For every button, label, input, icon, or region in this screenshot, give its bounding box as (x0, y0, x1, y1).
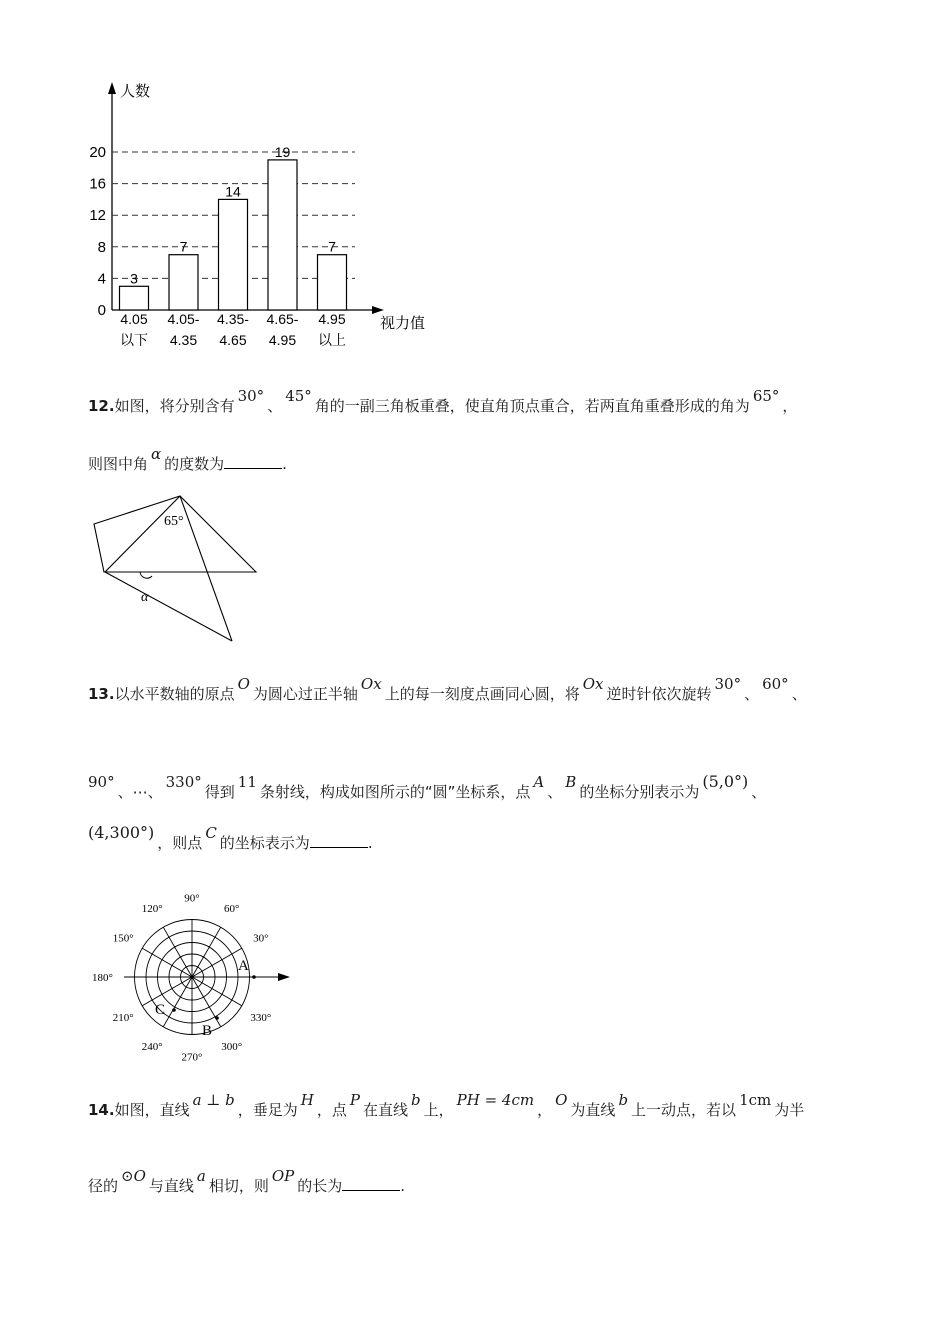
bar-chart (80, 78, 440, 360)
q13-sep-2: 、 (791, 685, 807, 703)
q14-end: . (400, 1177, 406, 1195)
fig-angle-65: 65° (164, 514, 184, 529)
q14-b-2: b (618, 1091, 629, 1109)
q13-angle-330: 330° (165, 773, 202, 791)
q12-figure (88, 488, 268, 648)
q14-H: H (300, 1091, 314, 1109)
x-tick-label: 4.05 (120, 311, 148, 327)
polar-angle-label: 90° (184, 892, 200, 905)
q14-radius: 1cm (739, 1091, 772, 1109)
question-12-line-2 (88, 445, 287, 474)
alpha-arc (140, 572, 152, 578)
q13-angle-60: 60° (762, 675, 789, 693)
q13-text-9: 的坐标表示为 (219, 834, 310, 852)
q14-text-13: 的长为 (297, 1177, 343, 1195)
x-tick-label: 4.65- (266, 311, 299, 327)
question-14-line-2 (88, 1167, 406, 1196)
question-13-line-3 (88, 823, 373, 853)
q13-text-1: 以水平数轴的原点 (114, 685, 235, 703)
q14-text-9: 为半 (774, 1101, 805, 1119)
bar (219, 199, 248, 310)
q13-sep-5: 、 (547, 783, 563, 801)
point-C-label: C (155, 1002, 166, 1018)
q13-Ox-2: Ox (582, 675, 604, 693)
x-tick-label: 以上 (318, 332, 346, 348)
x-axis-label: 视力值 (380, 315, 426, 332)
bar-value-label: 7 (179, 238, 188, 255)
q13-number: 13. (88, 685, 115, 703)
polar-angle-label: 60° (224, 903, 240, 916)
point-A-dot (252, 975, 256, 979)
polar-angle-label: 270° (181, 1051, 203, 1064)
y-tick-label: 20 (89, 144, 106, 161)
bar-value-label: 3 (130, 270, 138, 287)
point-B-dot (215, 1016, 219, 1020)
point-B-label: B (202, 1023, 213, 1039)
q14-text-2: ，垂足为 (237, 1101, 298, 1119)
q14-text-11: 与直线 (148, 1177, 194, 1195)
x-tick-label: 4.95 (268, 332, 297, 348)
q13-text-4: 逆时针依次旋转 (606, 685, 712, 703)
q14-PH: PH = 4cm (456, 1091, 535, 1109)
bar (169, 255, 198, 310)
question-12 (88, 387, 798, 416)
q13-B: B (565, 773, 577, 791)
q13-O: O (237, 675, 250, 693)
y-axis-arrow (108, 82, 116, 94)
q12-comma: ， (782, 397, 798, 415)
q14-text-4: 在直线 (363, 1101, 409, 1119)
q14-answer-blank[interactable] (342, 1176, 400, 1191)
q13-angle-30: 30° (714, 675, 742, 693)
q13-n11: 11 (237, 773, 257, 791)
q14-text-5: 上， (423, 1101, 454, 1119)
q12-answer-blank[interactable] (224, 454, 282, 469)
q13-sep-4: 、 (147, 783, 163, 801)
bar-value-label: 14 (225, 183, 241, 200)
q12-text-4: 的度数为 (164, 455, 225, 473)
q13-angle-90: 90° (88, 773, 115, 791)
q14-O: O (555, 1091, 568, 1109)
q14-b: b (411, 1091, 421, 1109)
q14-text-1: 如图，直线 (114, 1101, 190, 1119)
fig-alpha: α (141, 590, 149, 605)
q13-sep: 、 (744, 685, 760, 703)
q13-coord-A: (5,0°) (702, 772, 749, 791)
triangle-45-right (180, 496, 232, 641)
bar (120, 286, 149, 310)
question-14 (88, 1091, 805, 1120)
q14-text-7: 为直线 (570, 1101, 616, 1119)
x-axis-arrow (372, 306, 384, 314)
polar-angle-label: 150° (112, 932, 134, 945)
q14-perp: a ⊥ b (192, 1091, 235, 1109)
q12-text-2: 角的一副三角板重叠，使直角顶点重合，若两直角重叠形成的角为 (314, 397, 750, 415)
q14-text-8: 上一动点，若以 (631, 1101, 737, 1119)
x-tick-label: 4.05- (167, 311, 200, 327)
q13-Ox: Ox (360, 675, 382, 693)
polar-angle-label: 30° (253, 932, 269, 945)
q12-angle-45: 45° (285, 387, 312, 405)
x-tick-label: 以下 (120, 332, 148, 348)
q12-angle-65: 65° (752, 387, 780, 405)
y-tick-label: 4 (97, 270, 106, 288)
y-tick-label: 0 (97, 302, 106, 319)
q13-coord-B: (4,300°) (88, 823, 155, 842)
point-A-label: A (238, 958, 249, 974)
q12-sep: 、 (267, 397, 283, 415)
polar-angle-label: 120° (141, 903, 163, 916)
point-C-dot (172, 1008, 176, 1012)
q12-number: 12. (88, 397, 115, 415)
q14-text-6: ， (537, 1101, 553, 1119)
q13-answer-blank[interactable] (310, 833, 368, 848)
bar (318, 255, 347, 310)
q13-text-5: 得到 (204, 783, 235, 801)
q14-OP: OP (271, 1167, 295, 1185)
y-tick-label: 16 (89, 175, 106, 193)
q13-text-3: 上的每一刻度点画同心圆，将 (384, 685, 580, 703)
q14-text-12: 相切，则 (208, 1177, 269, 1195)
bar-value-label: 7 (328, 238, 336, 255)
q14-a: a (196, 1167, 206, 1185)
q14-text-10: 径的 (88, 1177, 119, 1195)
x-tick-label: 4.95 (318, 311, 346, 327)
q12-end: . (282, 455, 287, 473)
triangle-30 (94, 496, 256, 572)
q14-number: 14. (88, 1101, 115, 1119)
x-tick-label: 4.35 (169, 332, 198, 348)
q13-text-2: 为圆心过正半轴 (252, 685, 358, 703)
q12-angle-30: 30° (237, 387, 265, 405)
question-13-line-2 (88, 772, 767, 802)
x-tick-label: 4.35- (217, 311, 249, 327)
y-axis-label: 人数 (120, 83, 151, 100)
polar-angle-label: 330° (250, 1011, 272, 1024)
q14-P: P (349, 1091, 360, 1109)
q13-text-7: 的坐标分别表示为 (579, 783, 700, 801)
polar-angle-label: 210° (112, 1011, 134, 1024)
q13-dots: ⋯ (132, 783, 148, 801)
q13-A: A (533, 773, 545, 791)
q13-polar-figure (82, 880, 302, 1080)
q13-end: . (367, 834, 373, 852)
polar-angle-label: 180° (92, 972, 113, 984)
y-tick-label: 12 (89, 207, 106, 225)
triangle-45-left (105, 496, 180, 572)
q13-text-6: 条射线，构成如图所示的“圆”坐标系，点 (259, 783, 531, 801)
q13-sep-3: 、 (117, 783, 133, 801)
polar-angle-label: 240° (141, 1040, 163, 1053)
q12-text-1: 如图，将分别含有 (114, 397, 235, 415)
q12-text-3: 则图中角 (88, 455, 149, 473)
polar-axis-arrow (278, 973, 290, 981)
bar-value-label: 19 (274, 143, 291, 160)
triangle-45-diag (105, 572, 232, 641)
y-tick-label: 8 (97, 238, 106, 256)
x-tick-label: 4.65 (219, 332, 247, 348)
q14-circle-O: ⊙O (121, 1167, 146, 1185)
bar (268, 160, 297, 310)
q14-text-3: ，点 (316, 1101, 347, 1119)
question-13 (88, 675, 807, 704)
q13-text-8: ，则点 (157, 834, 203, 852)
q13-C: C (205, 824, 217, 842)
q13-sep-6: 、 (751, 783, 767, 801)
polar-angle-label: 300° (221, 1040, 243, 1053)
q12-alpha: α (151, 445, 162, 463)
